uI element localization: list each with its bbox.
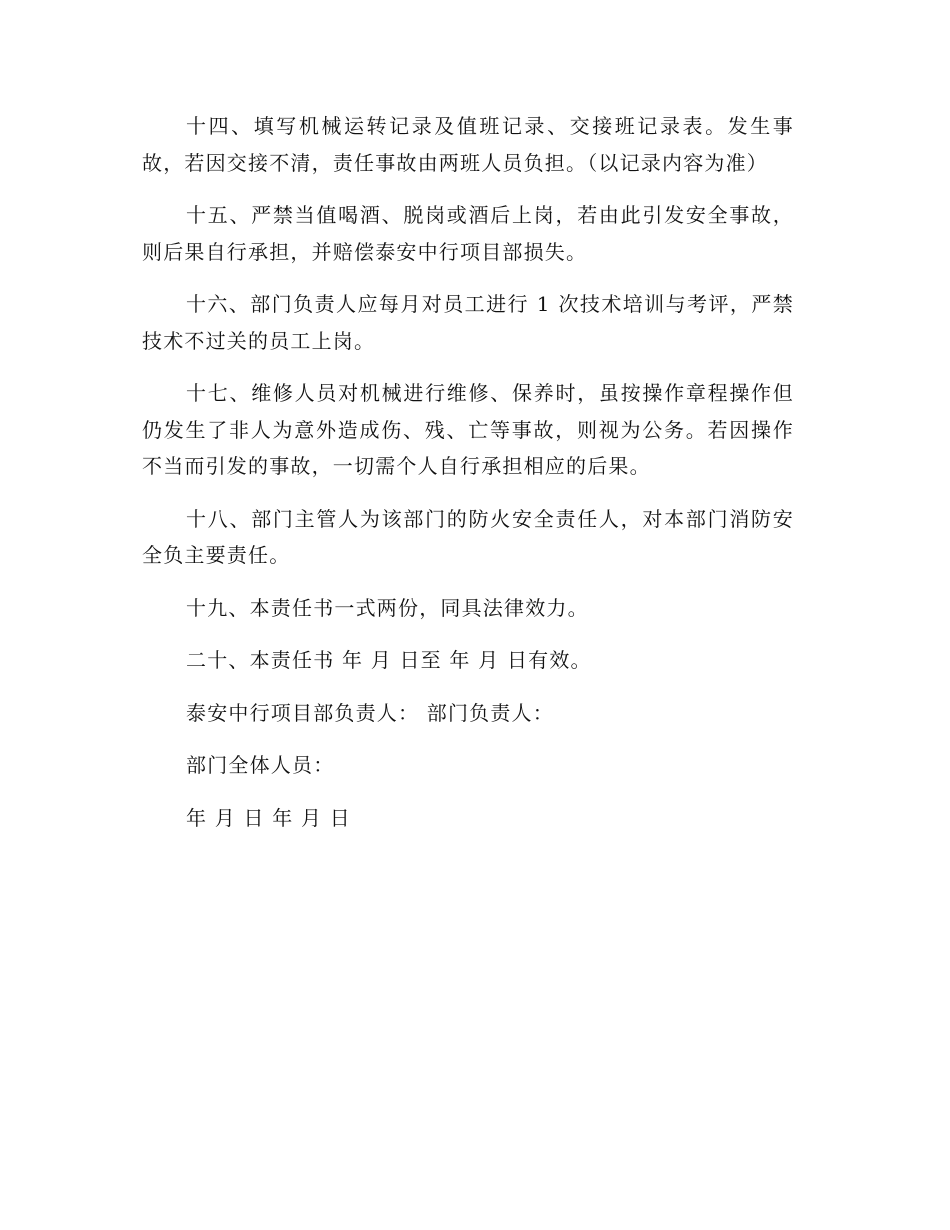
document-body [142,108,794,852]
signature-dates: 年 月 日 年 月 日 [186,805,351,830]
signature-all-staff: 部门全体人员： [186,753,335,777]
clause-20: 二十、本责任书 年 月 日至 年 月 日有效。 [186,648,592,672]
clause-15: 十五、严禁当值喝酒、脱岗或酒后上岗，若由此引发安全事故，则后果自行承担，并赔偿泰安中行项目部损失。 [142,203,794,264]
clause-17: 十七、维修人员对机械进行维修、保养时，虽按操作章程操作但仍发生了非人为意外造成伤、残、亡等事故，则视为公务。若因操作不当而引发的事故，一切需个人自行承担相应的后果。 [142,381,794,478]
signature-responsibles: 泰安中行项目部负责人： 部门负责人： [186,700,554,725]
clause-18: 十八、部门主管人为该部门的防火安全责任人，对本部门消防安全负主要责任。 [142,506,794,567]
clause-19: 十九、本责任书一式两份，同具法律效力。 [186,595,589,620]
clause-16: 十六、部门负责人应每月对员工进行 1 次技术培训与考评，严禁技术不过关的员工上岗。 [142,292,794,353]
clause-14: 十四、填写机械运转记录及值班记录、交接班记录表。发生事故，若因交接不清，责任事故由两班人员负担。（以记录内容为准） [142,114,794,175]
